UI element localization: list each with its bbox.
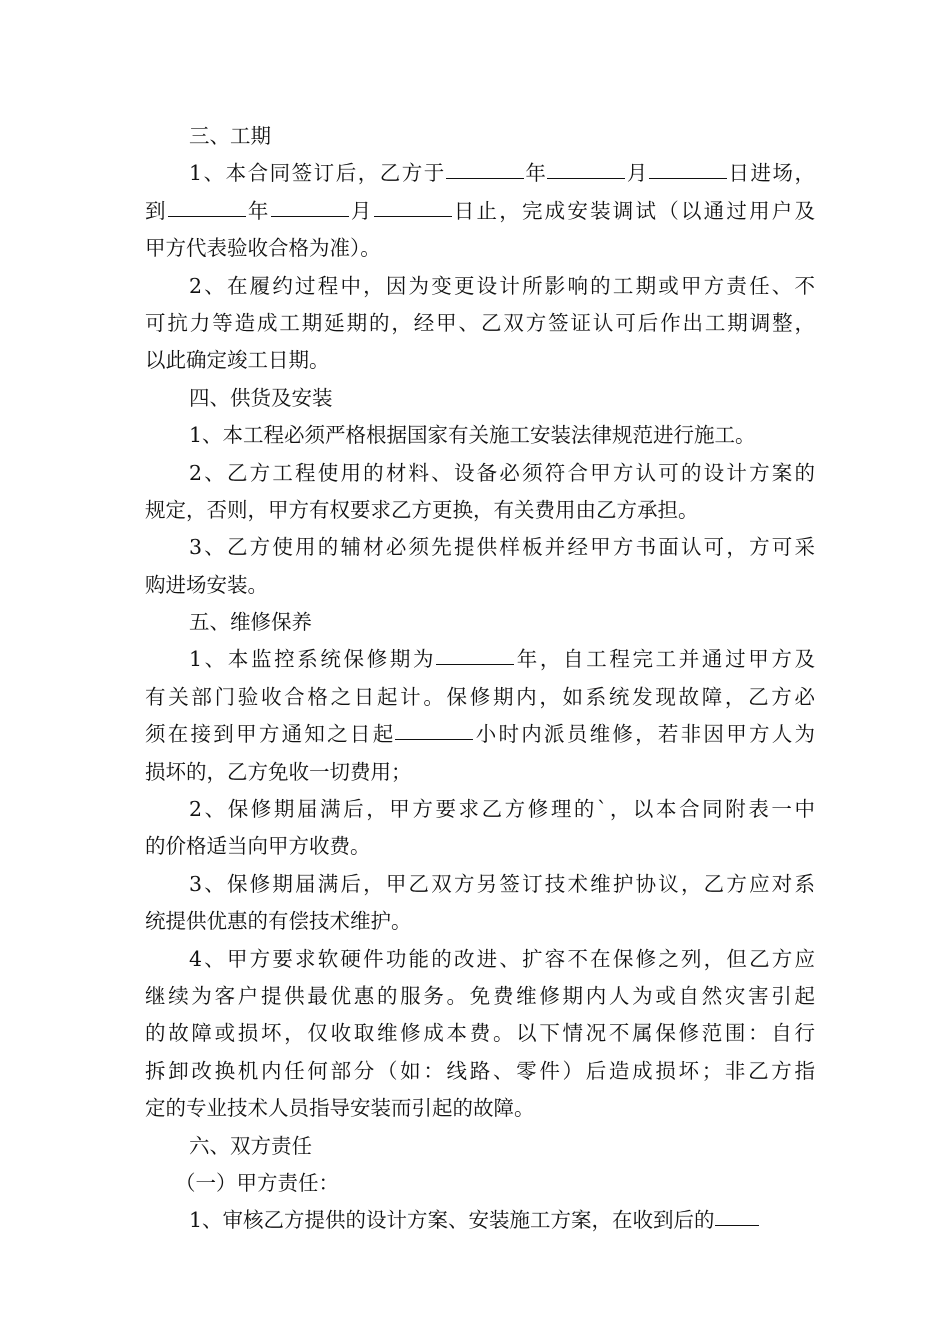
- fill-in-blank: [715, 1203, 759, 1226]
- text-run: 日止，完成安装调试（以通过用户及: [451, 198, 816, 223]
- text-run: 月: [625, 161, 649, 186]
- paragraph-line: [145, 1202, 815, 1239]
- paragraph-line: [145, 193, 815, 230]
- fill-in-blank: [374, 194, 452, 217]
- fill-in-blank: [395, 717, 473, 740]
- text-run: 1、本合同签订后，乙方于: [189, 161, 446, 186]
- paragraph-line: 甲方代表验收合格为准）。: [145, 236, 381, 261]
- paragraph-line: 以此确定竣工日期。: [145, 348, 330, 373]
- fill-in-blank: [649, 156, 727, 179]
- paragraph-line: 继续为客户提供最优惠的服务。免费维修期内人为或自然灾害引起: [145, 983, 815, 1008]
- text-run: 日进场，: [726, 161, 816, 186]
- text-run: 月: [348, 198, 374, 223]
- paragraph-line: 损坏的，乙方免收一切费用；: [145, 759, 412, 784]
- paragraph-line: [145, 716, 815, 753]
- paragraph-line: 可抗力等造成工期延期的，经甲、乙双方签证认可后作出工期调整，: [145, 310, 815, 335]
- paragraph-line: 拆卸改换机内任何部分（如：线路、零件）后造成损坏；非乙方指: [145, 1058, 815, 1083]
- fill-in-blank: [168, 194, 246, 217]
- paragraph-line: 定的专业技术人员指导安装而引起的故障。: [145, 1096, 535, 1121]
- paragraph-line: 1、本工程必须严格根据国家有关施工安装法律规范进行施工。: [189, 423, 756, 448]
- section-heading-maintenance: 五、维修保养: [189, 610, 312, 635]
- contract-body: [145, 118, 815, 1240]
- paragraph-line: 有关部门验收合格之日起计。保修期内，如系统发现故障，乙方必: [145, 684, 815, 709]
- text-run: 年: [523, 161, 548, 186]
- paragraph-line: 2、保修期届满后，甲方要求乙方修理的`，以本合同附表一中: [189, 797, 815, 822]
- paragraph-line: 购进场安装。: [145, 572, 268, 597]
- section-heading-responsibilities: 六、双方责任: [189, 1133, 312, 1158]
- paragraph-line: 的故障或损坏，仅收取维修成本费。以下情况不属保修范围：自行: [145, 1021, 815, 1046]
- paragraph-line: 3、乙方使用的辅材必须先提供样板并经甲方书面认可，方可采: [189, 535, 815, 560]
- subsection-heading-party-a: （一）甲方责任：: [175, 1170, 339, 1195]
- text-run: 1、审核乙方提供的设计方案、安装施工方案，在收到后的: [189, 1208, 715, 1233]
- paragraph-line: 统提供优惠的有偿技术维护。: [145, 909, 412, 934]
- fill-in-blank: [436, 642, 514, 665]
- paragraph-line: [145, 641, 815, 678]
- paragraph-line: 2、在履约过程中，因为变更设计所影响的工期或甲方责任、不: [189, 273, 815, 298]
- paragraph-line: 规定，否则，甲方有权要求乙方更换，有关费用由乙方承担。: [145, 497, 699, 522]
- text-run: 年: [245, 198, 271, 223]
- text-run: 须在接到甲方通知之日起: [145, 722, 396, 747]
- text-run: 1、本监控系统保修期为: [189, 647, 437, 672]
- paragraph-line: [145, 155, 815, 192]
- section-heading-schedule: 三、工期: [189, 124, 271, 148]
- text-run: 年，自工程完工并通过甲方及: [514, 647, 815, 672]
- paragraph-line: 的价格适当向甲方收费。: [145, 834, 371, 859]
- paragraph-line: 4、甲方要求软硬件功能的改进、扩容不在保修之列，但乙方应: [189, 946, 815, 971]
- fill-in-blank: [271, 194, 349, 217]
- fill-in-blank: [446, 156, 524, 179]
- text-run: 到: [145, 198, 168, 223]
- text-run: 小时内派员维修，若非因甲方人为: [473, 722, 816, 747]
- paragraph-line: 2、乙方工程使用的材料、设备必须符合甲方认可的设计方案的: [189, 460, 815, 485]
- section-heading-supply: 四、供货及安装: [189, 385, 333, 410]
- paragraph-line: 3、保修期届满后，甲乙双方另签订技术维护协议，乙方应对系: [189, 871, 815, 896]
- fill-in-blank: [547, 156, 625, 179]
